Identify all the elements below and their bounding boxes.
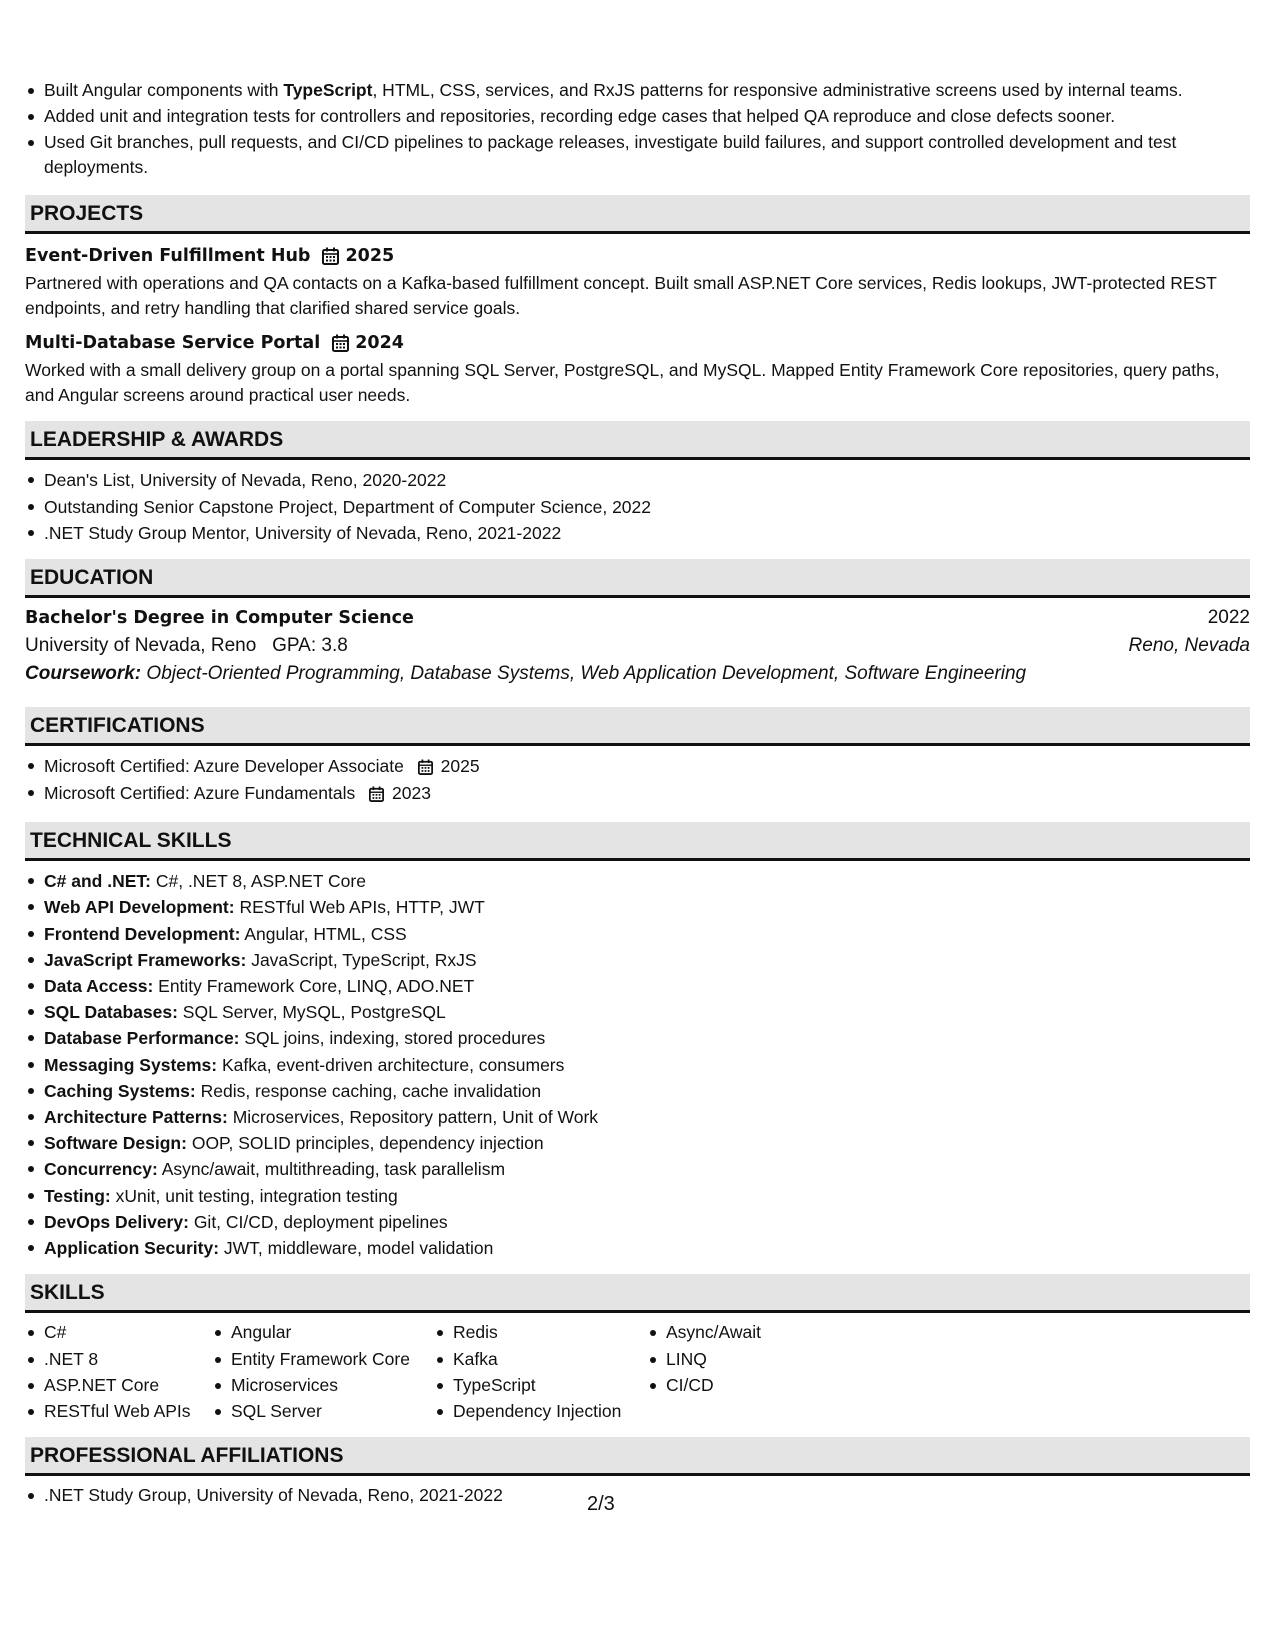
- skill-item: Kafka: [434, 1346, 647, 1372]
- skills-column: [212, 1319, 434, 1424]
- skill-value: SQL Server, MySQL, PostgreSQL: [182, 1002, 446, 1023]
- skill-item: ASP.NET Core: [25, 1372, 212, 1398]
- certification-name: Microsoft Certified: Azure Developer Associate: [44, 755, 404, 776]
- skill-category: DevOps Delivery:: [44, 1211, 189, 1232]
- technical-skill-item: [25, 1183, 1250, 1209]
- certification-name: Microsoft Certified: Azure Fundamentals: [44, 782, 356, 803]
- certification-item: [25, 753, 1250, 780]
- leadership-item: Outstanding Senior Capstone Project, Department of Computer Science, 2022: [25, 494, 1250, 521]
- graduation-year: 2022: [1207, 606, 1250, 628]
- leadership-list: [25, 467, 1250, 547]
- coursework-label: Coursework:: [25, 662, 142, 684]
- skill-item: RESTful Web APIs: [25, 1398, 212, 1424]
- skill-item: Dependency Injection: [434, 1398, 647, 1424]
- education-entry: [25, 604, 1250, 688]
- certification-item: [25, 780, 1250, 807]
- technical-skill-item: [25, 1078, 1250, 1104]
- skills-column: [647, 1319, 847, 1424]
- technical-skill-item: [25, 1130, 1250, 1156]
- skill-item: Angular: [212, 1319, 434, 1345]
- skills-column: [25, 1319, 212, 1424]
- experience-bullet: Added unit and integration tests for controllers and repositories, recording edge cases that helped QA reproduce and close defects sooner.: [25, 104, 1250, 129]
- skill-value: Angular, HTML, CSS: [244, 923, 407, 944]
- technical-skill-item: [25, 1104, 1250, 1130]
- skill-item: CI/CD: [647, 1372, 847, 1398]
- section-header-certifications: CERTIFICATIONS: [25, 707, 1250, 746]
- skill-value: RESTful Web APIs, HTTP, JWT: [239, 897, 485, 918]
- skill-value: OOP, SOLID principles, dependency injection: [191, 1133, 544, 1154]
- skill-value: xUnit, unit testing, integration testing: [115, 1185, 398, 1206]
- leadership-item: Dean's List, University of Nevada, Reno, 2020-2022: [25, 467, 1250, 494]
- project-item: [25, 245, 1250, 320]
- skill-item: Async/Await: [647, 1319, 847, 1345]
- calendar-icon: [418, 754, 433, 780]
- school-location: Reno, Nevada: [1128, 634, 1250, 656]
- skill-item: LINQ: [647, 1346, 847, 1372]
- calendar-icon: [322, 247, 339, 265]
- skill-category: Software Design:: [44, 1133, 187, 1154]
- experience-bullets: [25, 78, 1250, 179]
- project-description: Partnered with operations and QA contacts on a Kafka-based fulfillment concept. Built small ASP.NET Core services, Redis lookups, JWT-protected REST endpoints, and retry handling that clarified shared service goals.: [25, 273, 1217, 318]
- calendar-icon: [332, 334, 349, 352]
- project-title: Multi-Database Service Portal: [25, 333, 321, 353]
- skill-item: .NET 8: [25, 1346, 212, 1372]
- certification-year: 2025: [440, 755, 480, 776]
- project-item: [25, 332, 1250, 407]
- skill-value: Redis, response caching, cache invalidation: [200, 1080, 542, 1101]
- technical-skill-item: [25, 868, 1250, 894]
- skill-category: JavaScript Frameworks:: [44, 949, 247, 970]
- technical-skill-item: [25, 1235, 1250, 1261]
- gpa: GPA: 3.8: [272, 634, 348, 656]
- skill-category: C# and .NET:: [44, 871, 151, 892]
- skill-item: C#: [25, 1319, 212, 1345]
- section-header-projects: PROJECTS: [25, 195, 1250, 234]
- technical-skill-item: [25, 1209, 1250, 1235]
- skill-item: Redis: [434, 1319, 647, 1345]
- skill-value: Microservices, Repository pattern, Unit of Work: [232, 1107, 599, 1128]
- skill-category: Database Performance:: [44, 1028, 240, 1049]
- skill-category: Messaging Systems:: [44, 1054, 218, 1075]
- skills-grid: [25, 1319, 1250, 1424]
- degree-title: Bachelor's Degree in Computer Science: [25, 607, 414, 628]
- technical-skill-item: [25, 1052, 1250, 1078]
- project-description: Worked with a small delivery group on a portal spanning SQL Server, PostgreSQL, and MySQL. Mapped Entity Framework Core repositories, query paths, and Angular screens around practical user needs.: [25, 360, 1220, 405]
- certification-year: 2023: [392, 782, 431, 803]
- technical-skills-list: [25, 868, 1250, 1261]
- technical-skill-item: [25, 973, 1250, 999]
- skill-category: Caching Systems:: [44, 1080, 196, 1101]
- skill-category: Application Security:: [44, 1238, 220, 1259]
- affiliation-item: .NET Study Group, University of Nevada, Reno, 2021-2022: [25, 1483, 1250, 1508]
- experience-bullet: Built Angular components with TypeScript, HTML, CSS, services, and RxJS patterns for responsive administrative screens used by internal teams.: [25, 78, 1250, 103]
- project-title: Event-Driven Fulfillment Hub: [25, 246, 311, 266]
- skill-category: Data Access:: [44, 976, 154, 997]
- skill-category: Architecture Patterns:: [44, 1107, 228, 1128]
- skill-item: TypeScript: [434, 1372, 647, 1398]
- technical-skill-item: [25, 1156, 1250, 1182]
- section-header-education: EDUCATION: [25, 559, 1250, 598]
- skill-value: Entity Framework Core, LINQ, ADO.NET: [158, 976, 475, 997]
- section-header-skills: SKILLS: [25, 1274, 1250, 1313]
- section-header-technical-skills: TECHNICAL SKILLS: [25, 822, 1250, 861]
- skill-item: Entity Framework Core: [212, 1346, 434, 1372]
- skill-value: Git, CI/CD, deployment pipelines: [193, 1211, 448, 1232]
- skill-category: Frontend Development:: [44, 923, 241, 944]
- coursework-list: Object-Oriented Programming, Database Systems, Web Application Development, Software Engineering: [146, 662, 1027, 684]
- certification-list: [25, 753, 1250, 808]
- section-header-leadership: LEADERSHIP & AWARDS: [25, 421, 1250, 460]
- page-number: 2/3: [587, 1493, 615, 1515]
- skill-value: JavaScript, TypeScript, RxJS: [251, 949, 477, 970]
- school-name: University of Nevada, Reno: [25, 634, 257, 656]
- skills-column: [434, 1319, 647, 1424]
- leadership-item: .NET Study Group Mentor, University of Nevada, Reno, 2021-2022: [25, 520, 1250, 547]
- affiliations-list: [25, 1483, 1250, 1508]
- technical-skill-item: [25, 894, 1250, 920]
- skill-item: Microservices: [212, 1372, 434, 1398]
- technical-skill-item: [25, 1025, 1250, 1051]
- calendar-icon: [369, 781, 384, 807]
- skill-value: SQL joins, indexing, stored procedures: [244, 1028, 546, 1049]
- technical-skill-item: [25, 921, 1250, 947]
- skill-category: Web API Development:: [44, 897, 235, 918]
- skill-category: Concurrency:: [44, 1159, 158, 1180]
- resume-page: [25, 78, 1250, 1508]
- project-year: 2025: [345, 246, 395, 266]
- skill-value: C#, .NET 8, ASP.NET Core: [155, 871, 366, 892]
- coursework: [25, 660, 1250, 688]
- skill-category: SQL Databases:: [44, 1002, 178, 1023]
- skill-value: Async/await, multithreading, task parallelism: [161, 1159, 506, 1180]
- experience-bullet: Used Git branches, pull requests, and CI/CD pipelines to package releases, investigate build failures, and support controlled development and test deployments.: [25, 130, 1250, 179]
- skill-value: Kafka, event-driven architecture, consumers: [222, 1054, 565, 1075]
- skill-value: JWT, middleware, model validation: [223, 1238, 494, 1259]
- technical-skill-item: [25, 947, 1250, 973]
- technical-skill-item: [25, 999, 1250, 1025]
- skill-item: SQL Server: [212, 1398, 434, 1424]
- skill-category: Testing:: [44, 1185, 111, 1206]
- section-header-affiliations: PROFESSIONAL AFFILIATIONS: [25, 1437, 1250, 1476]
- project-year: 2024: [355, 333, 404, 353]
